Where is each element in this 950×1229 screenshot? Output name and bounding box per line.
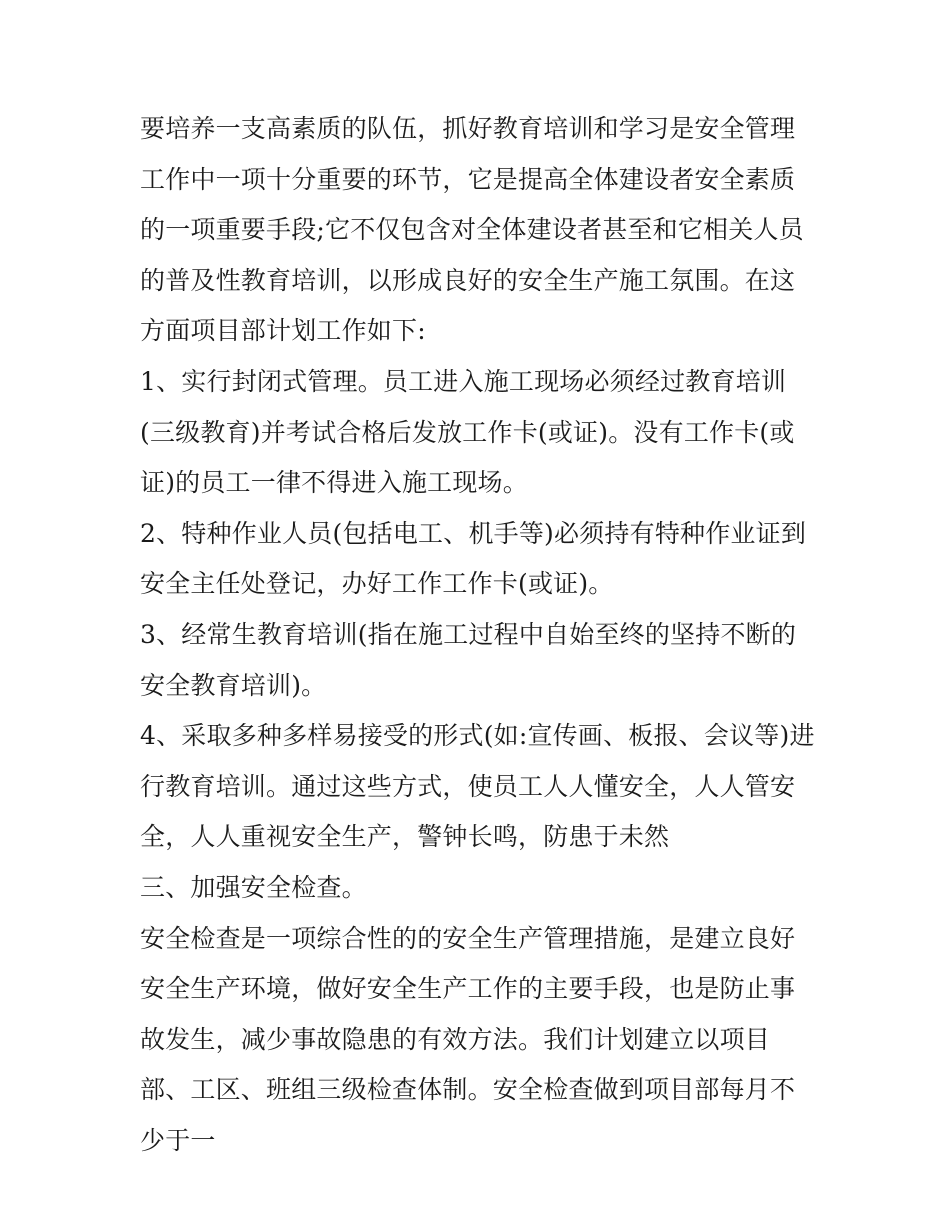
paragraph-item-4: 4、采取多种多样易接受的形式(如:宣传画、板报、会议等)进行教育培训。通过这些方式，使员工人人懂安全，人人管安全，人人重视安全生产，警钟长鸣，防患于未然 (140, 721, 815, 852)
section-heading: 三、加强安全检查。 (140, 872, 367, 902)
paragraph-item-2: 2、特种作业人员(包括电工、机手等)必须持有特种作业证到安全主任处登记，办好工作工作卡(或证)。 (140, 518, 807, 599)
paragraph-item-3: 3、经常生教育培训(指在施工过程中自始至终的坚持不断的安全教育培训)。 (140, 619, 797, 700)
paragraph-intro: 要培养一支高素质的队伍，抓好教育培训和学习是安全管理工作中一项十分重要的环节，它是提高全体建设者安全素质的一项重要手段;它不仅包含对全体建设者甚至和它相关人员的普及性教育培训，以形成良好的安全生产施工氛围。在这方面项目部计划工作如下: (140, 114, 804, 346)
paragraph-item-1: 1、实行封闭式管理。员工进入施工现场必须经过教育培训(三级教育)并考试合格后发放工作卡(或证)。没有工作卡(或证)的员工一律不得进入施工现场。 (140, 366, 795, 498)
document-body (140, 104, 820, 1166)
paragraph-safety-inspection: 安全检查是一项综合性的的安全生产管理措施，是建立良好安全生产环境，做好安全生产工作的主要手段，也是防止事故发生，减少事故隐患的有效方法。我们计划建立以项目部、工区、班组三级检查体制。安全检查做到项目部每月不少于一 (140, 923, 796, 1155)
